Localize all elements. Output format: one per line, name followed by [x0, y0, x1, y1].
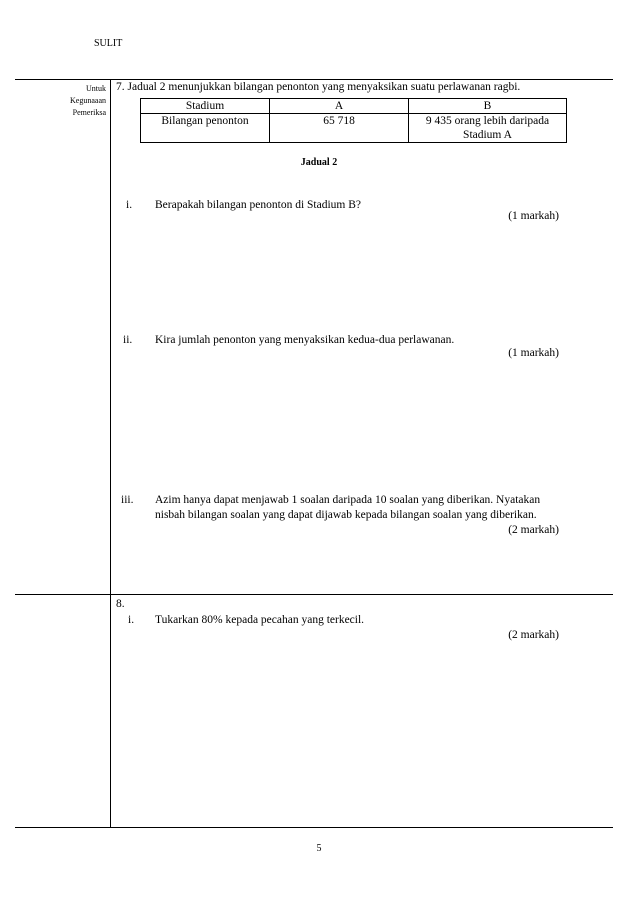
question-7-stem	[116, 81, 520, 93]
q7-part-i-number: i.	[126, 199, 133, 211]
q7-part-iii-text-line2: nisbah bilangan soalan yang dapat dijawab kepada bilangan soalan yang diberikan.	[155, 509, 537, 521]
margin-column-divider	[110, 79, 111, 828]
question-8-number: 8.	[116, 598, 125, 610]
q7-part-iii-marks: (2 markah)	[508, 524, 559, 536]
margin-label-line1: Untuk	[86, 84, 106, 93]
q7-part-i-text: Berapakah bilangan penonton di Stadium B?	[155, 199, 361, 211]
q7-part-ii-text: Kira jumlah penonton yang menyaksikan kedua-dua perlawanan.	[155, 334, 455, 346]
header-b: B	[409, 99, 567, 114]
examiner-margin-label	[20, 83, 106, 119]
margin-label-line3: Pemeriksa	[72, 108, 106, 117]
q7-part-iii-number: iii.	[121, 494, 134, 506]
row-label-bilangan-penonton: Bilangan penonton	[141, 114, 270, 143]
header-stadium: Stadium	[141, 99, 270, 114]
value-b-line1: 9 435 orang lebih daripada	[425, 115, 550, 127]
question-7-number: 7.	[116, 81, 125, 93]
value-b-line2: Stadium A	[463, 129, 512, 141]
value-stadium-a: 65 718	[270, 114, 409, 143]
margin-label-line2: Kegunaaan	[70, 96, 106, 105]
q7-part-ii-marks: (1 markah)	[508, 347, 559, 359]
top-rule	[15, 79, 613, 80]
q7-part-iii-text-line1: Azim hanya dapat menjawab 1 soalan daripada 10 soalan yang diberikan. Nyatakan	[155, 494, 541, 506]
q8-part-i-marks: (2 markah)	[508, 629, 559, 641]
page-number: 5	[316, 843, 322, 854]
value-stadium-b	[409, 114, 567, 143]
table-caption: Jadual 2	[300, 157, 338, 168]
table-2	[140, 98, 567, 143]
table-data-row	[141, 114, 567, 143]
q8-part-i-number: i.	[128, 614, 135, 626]
q7-part-ii-number: ii.	[123, 334, 133, 346]
question-7-text: Jadual 2 menunjukkan bilangan penonton yang menyaksikan suatu perlawanan ragbi.	[127, 81, 521, 93]
q8-part-i-text: Tukarkan 80% kepada pecahan yang terkecil.	[155, 614, 365, 626]
table-header-row	[141, 99, 567, 114]
header-a: A	[270, 99, 409, 114]
question-separator	[15, 594, 613, 595]
q7-part-i-marks: (1 markah)	[508, 210, 559, 222]
bottom-rule	[15, 827, 613, 828]
sulit-header: SULIT	[94, 38, 123, 49]
